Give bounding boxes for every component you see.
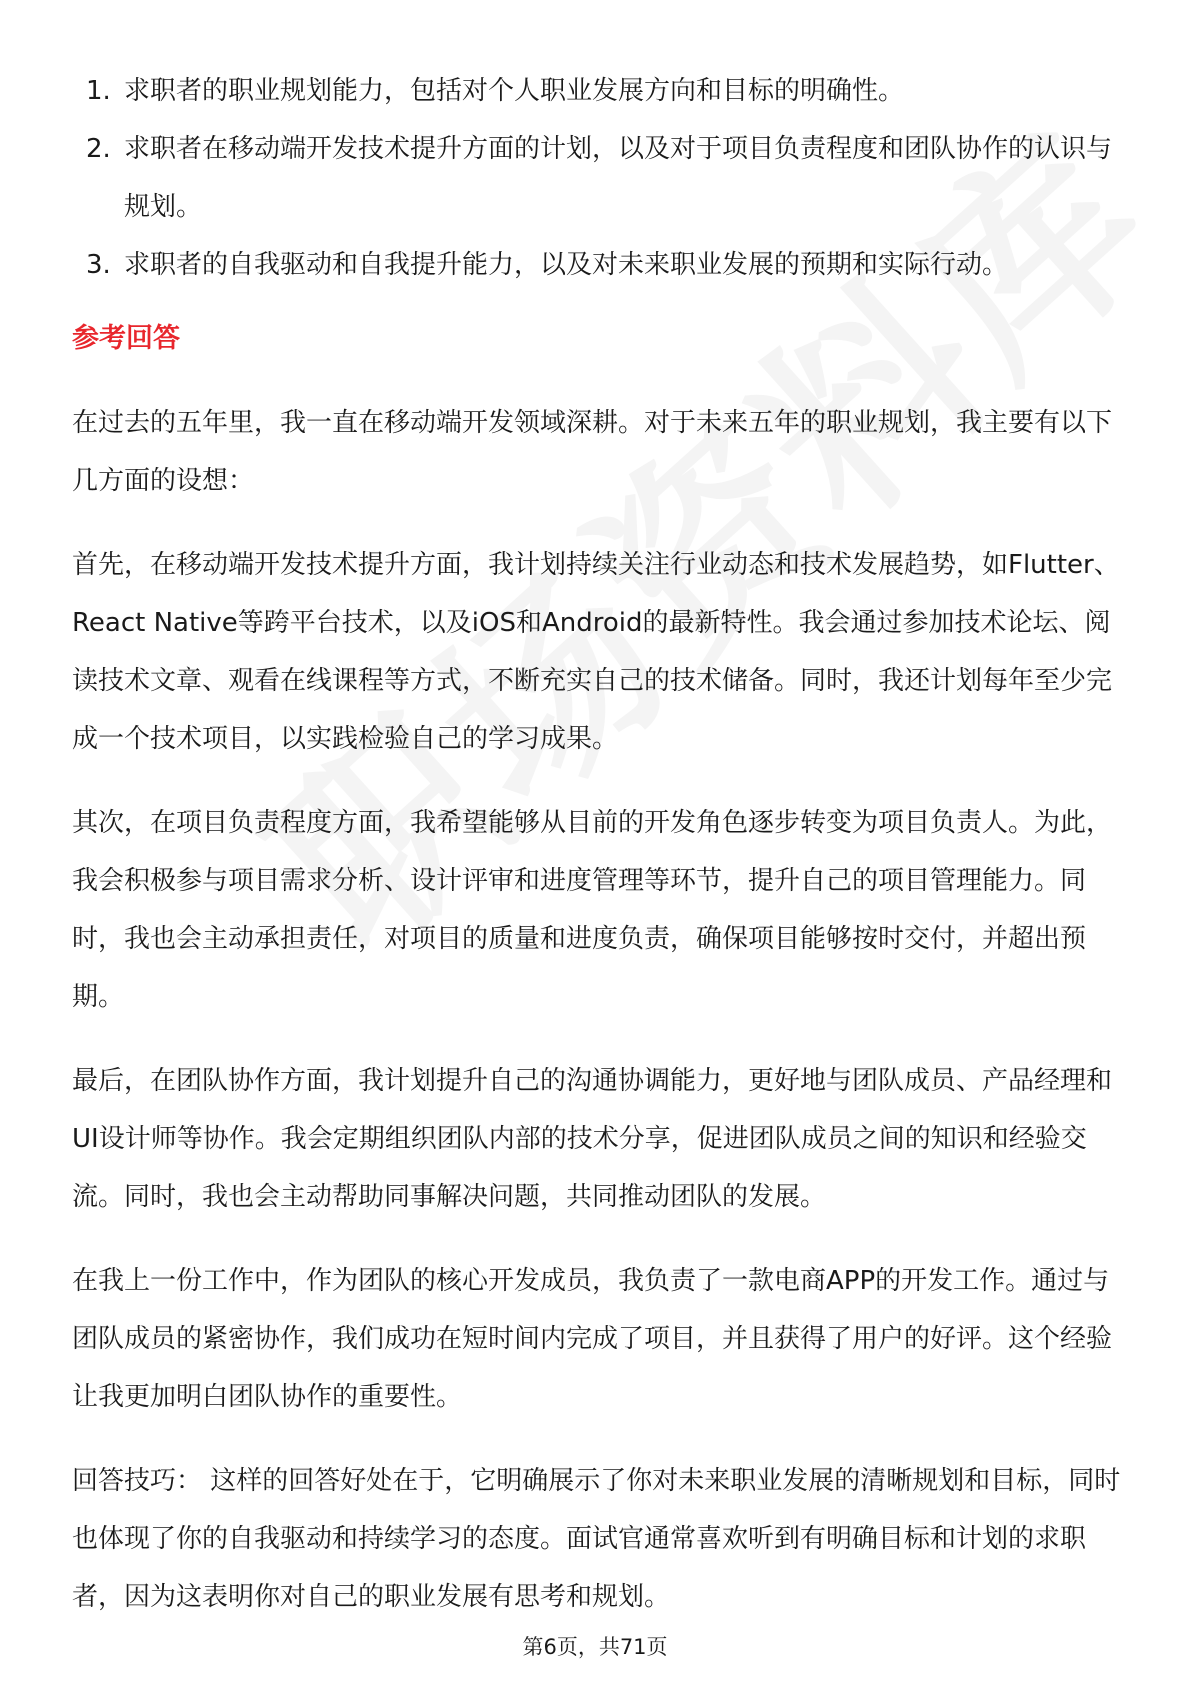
paragraph-project: 其次，在项目负责程度方面，我希望能够从目前的开发角色逐步转变为项目负责人。为此，我会积极参与项目需求分析、设计评审和进度管理等环节，提升自己的项目管理能力。同时，我也会主动承担责任，对项目的质量和进度负责，确保项目能够按时交付，并超出预期。 [72, 808, 1113, 1012]
paragraph-intro: 在过去的五年里，我一直在移动端开发领域深耕。对于未来五年的职业规划，我主要有以下几方面的设想： [72, 408, 1113, 496]
list-item-text: 求职者的职业规划能力，包括对个人职业发展方向和目标的明确性。 [124, 76, 905, 106]
paragraph-experience: 在我上一份工作中，作为团队的核心开发成员，我负责了一款电商APP的开发工作。通过与团队成员的紧密协作，我们成功在短时间内完成了项目，并且获得了用户的好评。这个经验让我更加明白团队协作的重要性。 [72, 1266, 1113, 1412]
list-item [72, 236, 1122, 294]
paragraph-team: 最后，在团队协作方面，我计划提升自己的沟通协调能力，更好地与团队成员、产品经理和UI设计师等协作。我会定期组织团队内部的技术分享，促进团队成员之间的知识和经验交流。同时，我也会主动帮助同事解决问题，共同推动团队的发展。 [72, 1066, 1113, 1212]
list-item [72, 120, 1122, 236]
list-item-text: 求职者在移动端开发技术提升方面的计划，以及对于项目负责程度和团队协作的认识与规划。 [124, 134, 1113, 222]
criteria-list [72, 62, 1122, 294]
paragraph-tech: 首先，在移动端开发技术提升方面，我计划持续关注行业动态和技术发展趋势，如Flutter、React Native等跨平台技术，以及iOS和Android的最新特性。我会通过参加技术论坛、阅读技术文章、观看在线课程等方式，不断充实自己的技术储备。同时，我还计划每年至少完成一个技术项目，以实践检验自己的学习成果。 [72, 550, 1120, 754]
page-number-footer: 第6页，共71页 [522, 1635, 668, 1659]
list-item-text: 求职者的自我驱动和自我提升能力，以及对未来职业发展的预期和实际行动。 [124, 250, 1009, 280]
list-item-number: 2. [86, 134, 111, 164]
page-content [72, 62, 1122, 1626]
paragraph-tips: 回答技巧： 这样的回答好处在于，它明确展示了你对未来职业发展的清晰规划和目标，同时也体现了你的自我驱动和持续学习的态度。面试官通常喜欢听到有明确目标和计划的求职者，因为这表明你对自己的职业发展有思考和规划。 [72, 1466, 1121, 1612]
answer-heading: 参考回答 [72, 323, 180, 354]
list-item-number: 1. [86, 76, 111, 106]
list-item [72, 62, 1122, 120]
list-item-number: 3. [86, 250, 111, 280]
